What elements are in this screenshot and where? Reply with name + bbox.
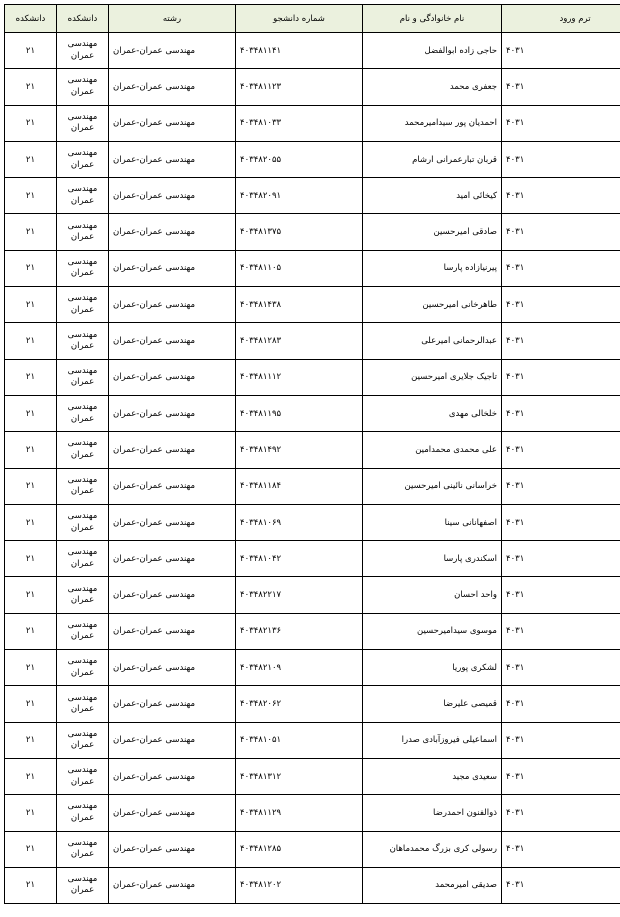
major-cell: مهندسی عمران-عمران bbox=[109, 323, 236, 359]
sid-cell: ۴۰۳۴۸۱۰۴۲ bbox=[236, 541, 363, 577]
name-cell: اسماعیلی فیروزآبادی صدرا bbox=[363, 722, 502, 758]
term-cell: ۴۰۳۱ bbox=[502, 141, 620, 177]
name-cell: واحد احسان bbox=[363, 577, 502, 613]
dept-cell: مهندسی عمران bbox=[57, 141, 109, 177]
sid-cell: ۴۰۳۴۸۱۲۸۳ bbox=[236, 323, 363, 359]
major-cell: مهندسی عمران-عمران bbox=[109, 541, 236, 577]
major-cell: مهندسی عمران-عمران bbox=[109, 831, 236, 867]
code-cell: ۲۱ bbox=[5, 468, 57, 504]
major-cell: مهندسی عمران-عمران bbox=[109, 758, 236, 794]
code-cell: ۲۱ bbox=[5, 395, 57, 431]
table-row bbox=[5, 105, 620, 141]
name-cell: طاهرخانی امیرحسین bbox=[363, 287, 502, 323]
name-cell: صدیقی امیرمحمد bbox=[363, 867, 502, 903]
dept-cell: مهندسی عمران bbox=[57, 33, 109, 69]
table-row bbox=[5, 504, 620, 540]
sid-cell: ۴۰۳۴۸۲۰۵۵ bbox=[236, 141, 363, 177]
major-cell: مهندسی عمران-عمران bbox=[109, 69, 236, 105]
code-cell: ۲۱ bbox=[5, 33, 57, 69]
table-row bbox=[5, 722, 620, 758]
term-cell: ۴۰۳۱ bbox=[502, 250, 620, 286]
student-list-document bbox=[4, 4, 616, 904]
major-cell: مهندسی عمران-عمران bbox=[109, 577, 236, 613]
term-cell: ۴۰۳۱ bbox=[502, 432, 620, 468]
dept-cell: مهندسی عمران bbox=[57, 323, 109, 359]
sid-cell: ۴۰۳۴۸۱۲۰۲ bbox=[236, 867, 363, 903]
code-cell: ۲۱ bbox=[5, 323, 57, 359]
sid-cell: ۴۰۳۴۸۱۱۲۳ bbox=[236, 69, 363, 105]
term-cell: ۴۰۳۱ bbox=[502, 504, 620, 540]
code-cell: ۲۱ bbox=[5, 650, 57, 686]
sid-cell: ۴۰۳۴۸۱۳۱۲ bbox=[236, 758, 363, 794]
code-cell: ۲۱ bbox=[5, 359, 57, 395]
term-cell: ۴۰۳۱ bbox=[502, 758, 620, 794]
term-cell: ۴۰۳۱ bbox=[502, 323, 620, 359]
table-row bbox=[5, 686, 620, 722]
term-cell: ۴۰۳۱ bbox=[502, 722, 620, 758]
code-cell: ۲۱ bbox=[5, 287, 57, 323]
sid-cell: ۴۰۳۴۸۱۱۲۹ bbox=[236, 795, 363, 831]
sid-cell: ۴۰۳۴۸۱۴۳۸ bbox=[236, 287, 363, 323]
sid-cell: ۴۰۳۴۸۱۱۹۵ bbox=[236, 395, 363, 431]
sid-cell: ۴۰۳۴۸۱۰۵۱ bbox=[236, 722, 363, 758]
dept-cell: مهندسی عمران bbox=[57, 432, 109, 468]
header-name: نام خانوادگی و نام bbox=[363, 5, 502, 33]
dept-cell: مهندسی عمران bbox=[57, 359, 109, 395]
header-term: ترم ورود bbox=[502, 5, 620, 33]
code-cell: ۲۱ bbox=[5, 105, 57, 141]
student-table bbox=[4, 4, 620, 904]
table-row bbox=[5, 359, 620, 395]
table-row bbox=[5, 287, 620, 323]
term-cell: ۴۰۳۱ bbox=[502, 33, 620, 69]
sid-cell: ۴۰۳۴۸۱۰۶۹ bbox=[236, 504, 363, 540]
sid-cell: ۴۰۳۴۸۱۱۰۵ bbox=[236, 250, 363, 286]
term-cell: ۴۰۳۱ bbox=[502, 178, 620, 214]
code-cell: ۲۱ bbox=[5, 686, 57, 722]
header-code: دانشکده bbox=[5, 5, 57, 33]
dept-cell: مهندسی عمران bbox=[57, 250, 109, 286]
major-cell: مهندسی عمران-عمران bbox=[109, 722, 236, 758]
term-cell: ۴۰۳۱ bbox=[502, 359, 620, 395]
term-cell: ۴۰۳۱ bbox=[502, 831, 620, 867]
major-cell: مهندسی عمران-عمران bbox=[109, 504, 236, 540]
table-row bbox=[5, 69, 620, 105]
dept-cell: مهندسی عمران bbox=[57, 69, 109, 105]
name-cell: علی محمدی محمدامین bbox=[363, 432, 502, 468]
code-cell: ۲۱ bbox=[5, 758, 57, 794]
name-cell: اسکندری پارسا bbox=[363, 541, 502, 577]
code-cell: ۲۱ bbox=[5, 867, 57, 903]
major-cell: مهندسی عمران-عمران bbox=[109, 359, 236, 395]
name-cell: کیخائی امید bbox=[363, 178, 502, 214]
table-row bbox=[5, 432, 620, 468]
name-cell: پیرنیازاده پارسا bbox=[363, 250, 502, 286]
dept-cell: مهندسی عمران bbox=[57, 722, 109, 758]
sid-cell: ۴۰۳۴۸۱۱۸۴ bbox=[236, 468, 363, 504]
header-student-id: شماره دانشجو bbox=[236, 5, 363, 33]
major-cell: مهندسی عمران-عمران bbox=[109, 613, 236, 649]
major-cell: مهندسی عمران-عمران bbox=[109, 33, 236, 69]
code-cell: ۲۱ bbox=[5, 577, 57, 613]
term-cell: ۴۰۳۱ bbox=[502, 686, 620, 722]
sid-cell: ۴۰۳۴۸۲۰۹۱ bbox=[236, 178, 363, 214]
major-cell: مهندسی عمران-عمران bbox=[109, 468, 236, 504]
name-cell: موسوی سیدامیرحسین bbox=[363, 613, 502, 649]
table-row bbox=[5, 541, 620, 577]
name-cell: خلخالی مهدی bbox=[363, 395, 502, 431]
name-cell: تاجیک جلایری امیرحسین bbox=[363, 359, 502, 395]
code-cell: ۲۱ bbox=[5, 795, 57, 831]
code-cell: ۲۱ bbox=[5, 69, 57, 105]
dept-cell: مهندسی عمران bbox=[57, 867, 109, 903]
term-cell: ۴۰۳۱ bbox=[502, 468, 620, 504]
major-cell: مهندسی عمران-عمران bbox=[109, 395, 236, 431]
header-major: رشته bbox=[109, 5, 236, 33]
sid-cell: ۴۰۳۴۸۲۱۰۹ bbox=[236, 650, 363, 686]
major-cell: مهندسی عمران-عمران bbox=[109, 686, 236, 722]
dept-cell: مهندسی عمران bbox=[57, 178, 109, 214]
term-cell: ۴۰۳۱ bbox=[502, 577, 620, 613]
table-row bbox=[5, 250, 620, 286]
major-cell: مهندسی عمران-عمران bbox=[109, 141, 236, 177]
dept-cell: مهندسی عمران bbox=[57, 214, 109, 250]
name-cell: احمدیان پور سیدامیرمحمد bbox=[363, 105, 502, 141]
name-cell: سعیدی مجید bbox=[363, 758, 502, 794]
term-cell: ۴۰۳۱ bbox=[502, 395, 620, 431]
name-cell: لشکری پوریا bbox=[363, 650, 502, 686]
name-cell: ذوالفنون احمدرضا bbox=[363, 795, 502, 831]
code-cell: ۲۱ bbox=[5, 214, 57, 250]
table-row bbox=[5, 613, 620, 649]
code-cell: ۲۱ bbox=[5, 613, 57, 649]
term-cell: ۴۰۳۱ bbox=[502, 867, 620, 903]
table-row bbox=[5, 33, 620, 69]
code-cell: ۲۱ bbox=[5, 141, 57, 177]
sid-cell: ۴۰۳۴۸۱۰۳۳ bbox=[236, 105, 363, 141]
term-cell: ۴۰۳۱ bbox=[502, 214, 620, 250]
table-row bbox=[5, 650, 620, 686]
term-cell: ۴۰۳۱ bbox=[502, 541, 620, 577]
name-cell: صادقی امیرحسین bbox=[363, 214, 502, 250]
name-cell: قمیصی علیرضا bbox=[363, 686, 502, 722]
dept-cell: مهندسی عمران bbox=[57, 650, 109, 686]
name-cell: اصفهانانی سینا bbox=[363, 504, 502, 540]
table-row bbox=[5, 831, 620, 867]
sid-cell: ۴۰۳۴۸۲۱۳۶ bbox=[236, 613, 363, 649]
sid-cell: ۴۰۳۴۸۱۱۴۱ bbox=[236, 33, 363, 69]
sid-cell: ۴۰۳۴۸۲۰۶۲ bbox=[236, 686, 363, 722]
dept-cell: مهندسی عمران bbox=[57, 795, 109, 831]
header-department: دانشکده bbox=[57, 5, 109, 33]
term-cell: ۴۰۳۱ bbox=[502, 795, 620, 831]
table-row bbox=[5, 214, 620, 250]
sid-cell: ۴۰۳۴۸۱۳۷۵ bbox=[236, 214, 363, 250]
dept-cell: مهندسی عمران bbox=[57, 758, 109, 794]
term-cell: ۴۰۳۱ bbox=[502, 287, 620, 323]
table-row bbox=[5, 178, 620, 214]
term-cell: ۴۰۳۱ bbox=[502, 650, 620, 686]
code-cell: ۲۱ bbox=[5, 432, 57, 468]
dept-cell: مهندسی عمران bbox=[57, 577, 109, 613]
name-cell: قربان تبارعمرانی ارشام bbox=[363, 141, 502, 177]
sid-cell: ۴۰۳۴۸۱۴۹۲ bbox=[236, 432, 363, 468]
table-row bbox=[5, 795, 620, 831]
dept-cell: مهندسی عمران bbox=[57, 613, 109, 649]
name-cell: حاجی زاده ابوالفضل bbox=[363, 33, 502, 69]
major-cell: مهندسی عمران-عمران bbox=[109, 105, 236, 141]
major-cell: مهندسی عمران-عمران bbox=[109, 214, 236, 250]
dept-cell: مهندسی عمران bbox=[57, 686, 109, 722]
name-cell: خراسانی نائینی امیرحسین bbox=[363, 468, 502, 504]
table-header-row bbox=[5, 5, 620, 33]
term-cell: ۴۰۳۱ bbox=[502, 69, 620, 105]
code-cell: ۲۱ bbox=[5, 250, 57, 286]
table-row bbox=[5, 867, 620, 903]
code-cell: ۲۱ bbox=[5, 504, 57, 540]
table-row bbox=[5, 323, 620, 359]
sid-cell: ۴۰۳۴۸۲۲۱۷ bbox=[236, 577, 363, 613]
dept-cell: مهندسی عمران bbox=[57, 395, 109, 431]
code-cell: ۲۱ bbox=[5, 722, 57, 758]
dept-cell: مهندسی عمران bbox=[57, 105, 109, 141]
major-cell: مهندسی عمران-عمران bbox=[109, 250, 236, 286]
table-body bbox=[5, 33, 620, 904]
term-cell: ۴۰۳۱ bbox=[502, 613, 620, 649]
table-row bbox=[5, 395, 620, 431]
major-cell: مهندسی عمران-عمران bbox=[109, 178, 236, 214]
dept-cell: مهندسی عمران bbox=[57, 541, 109, 577]
major-cell: مهندسی عمران-عمران bbox=[109, 287, 236, 323]
major-cell: مهندسی عمران-عمران bbox=[109, 432, 236, 468]
dept-cell: مهندسی عمران bbox=[57, 287, 109, 323]
name-cell: جعفری محمد bbox=[363, 69, 502, 105]
dept-cell: مهندسی عمران bbox=[57, 831, 109, 867]
code-cell: ۲۱ bbox=[5, 541, 57, 577]
table-row bbox=[5, 577, 620, 613]
table-row bbox=[5, 758, 620, 794]
major-cell: مهندسی عمران-عمران bbox=[109, 867, 236, 903]
code-cell: ۲۱ bbox=[5, 178, 57, 214]
table-row bbox=[5, 468, 620, 504]
sid-cell: ۴۰۳۴۸۱۲۸۵ bbox=[236, 831, 363, 867]
term-cell: ۴۰۳۱ bbox=[502, 105, 620, 141]
table-row bbox=[5, 141, 620, 177]
name-cell: عبدالرحمانی امیرعلی bbox=[363, 323, 502, 359]
major-cell: مهندسی عمران-عمران bbox=[109, 795, 236, 831]
name-cell: رسولی کری بزرگ محمدماهان bbox=[363, 831, 502, 867]
dept-cell: مهندسی عمران bbox=[57, 468, 109, 504]
sid-cell: ۴۰۳۴۸۱۱۱۲ bbox=[236, 359, 363, 395]
code-cell: ۲۱ bbox=[5, 831, 57, 867]
major-cell: مهندسی عمران-عمران bbox=[109, 650, 236, 686]
dept-cell: مهندسی عمران bbox=[57, 504, 109, 540]
